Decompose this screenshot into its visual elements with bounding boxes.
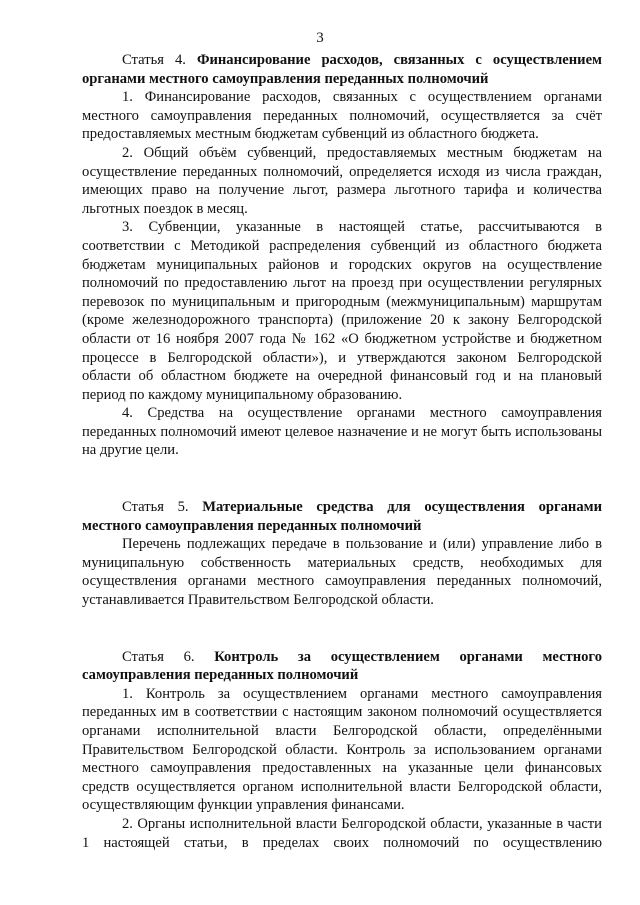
article-5-title: Материальные средства для осуществления органами местного самоуправления переданных полномочий: [82, 499, 602, 534]
article-5-heading: [82, 498, 602, 535]
article-5-paragraph-1: Перечень подлежащих передаче в пользование и (или) управление либо в муниципальную собственность материальных средств, необходимых для осуществления органами местного самоуправления переданных полномочий, устанавливается Правительством Белгородской области.: [82, 536, 602, 609]
article-5-label: Статья 5.: [122, 499, 189, 516]
article-4-title: Финансирование расходов, связанных с осуществлением органами местного самоуправления переданных полномочий: [82, 52, 602, 87]
article-4-heading: [82, 51, 602, 88]
article-6-paragraph-1: 1. Контроль за осуществлением органами местного самоуправления переданных им в соответствии с настоящим законом полномочий осуществляется органами исполнительной власти Белгородской области, определёнными Правительством Белгородской области. Контроль за использованием органами местного самоуправления предоставленных на указанные цели финансовых средств осуществляется органом исполнительной власти Белгородской области, осуществляющим функции управления финансами.: [82, 685, 602, 814]
article-6-heading: [82, 648, 602, 685]
document-body: [82, 51, 602, 852]
page-number: 3: [316, 30, 324, 46]
article-4-label: Статья 4.: [122, 52, 186, 68]
article-6-title: Контроль за осуществлением органами местного самоуправления переданных полномочий: [82, 648, 602, 684]
article-4-paragraph-4: 4. Средства на осуществление органами местного самоуправления переданных полномочий имеют целевое назначение и не могут быть использованы на другие цели.: [82, 405, 602, 459]
section-spacer: [82, 460, 602, 498]
article-4-paragraph-1: 1. Финансирование расходов, связанных с осуществлением органами местного самоуправления переданных полномочий, осуществляется за счёт предоставляемых местным бюджетам субвенций из областного бюджета.: [82, 89, 602, 143]
article-6-label: Статья 6.: [122, 648, 195, 665]
article-4-paragraph-2: 2. Общий объём субвенций, предоставляемых местным бюджетам на осуществление переданных полномочий, определяется исходя из числа граждан, имеющих право на получение льгот, размера льготного тарифа и количества льготных поездок в месяц.: [82, 144, 602, 217]
article-4-paragraph-3: 3. Субвенции, указанные в настоящей статье, рассчитываются в соответствии с Методикой распределения субвенций из областного бюджета бюджетам муниципальных районов и городских округов на осуществление полномочий по предоставлению льгот на проезд при осуществлении регулярных перевозок по муниципальным и пригородным (межмуниципальным) маршрутам (кроме железнодорожного транспорта) (приложение 20 к закону Белгородской области от 16 ноября 2007 года № 162 «О бюджетном устройстве и бюджетном процессе в Белгородской области»), и утверждаются законом Белгородской области об областном бюджете на очередной финансовый год и на плановый период по каждому муниципальному образованию.: [82, 219, 602, 403]
article-6-paragraph-2: 2. Органы исполнительной власти Белгородской области, указанные в части 1 настоящей статьи, в пределах своих полномочий по осуществлению: [82, 815, 602, 851]
section-spacer: [82, 610, 602, 648]
